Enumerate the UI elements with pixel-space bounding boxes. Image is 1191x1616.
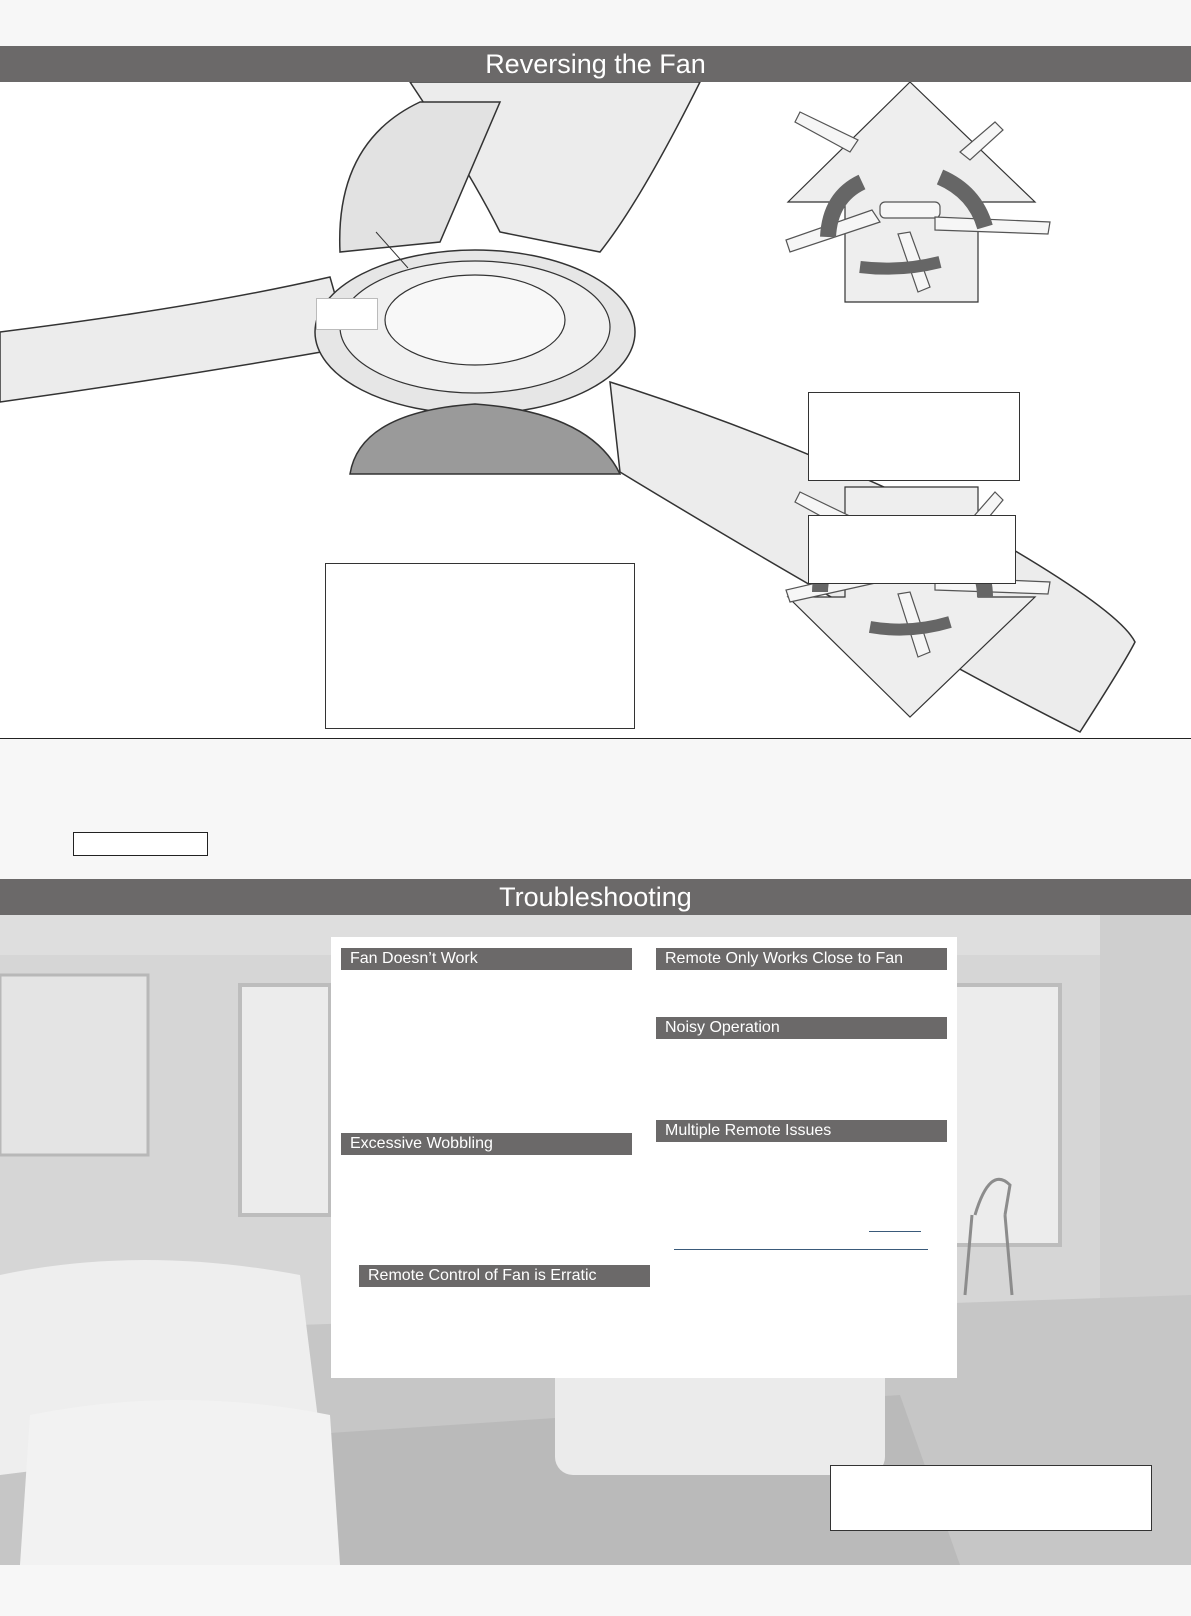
note-label-box bbox=[73, 832, 208, 856]
clockwise-callout-box bbox=[808, 515, 1016, 584]
remote-close-heading: Remote Only Works Close to Fan bbox=[656, 948, 947, 970]
bottom-info-box bbox=[830, 1465, 1152, 1531]
fan-reversing-illustration bbox=[0, 82, 1191, 739]
remote-erratic-heading: Remote Control of Fan is Erratic bbox=[359, 1265, 650, 1287]
troubleshooting-section-title: Troubleshooting bbox=[0, 879, 1191, 915]
reverse-switch-callout-box bbox=[325, 563, 635, 729]
excessive-wobbling-heading: Excessive Wobbling bbox=[341, 1133, 632, 1155]
part-label-box bbox=[316, 298, 378, 330]
troubleshooting-panel bbox=[331, 937, 957, 1378]
link-underline[interactable] bbox=[674, 1249, 928, 1250]
noisy-operation-heading: Noisy Operation bbox=[656, 1017, 947, 1039]
counterclockwise-callout-box bbox=[808, 392, 1020, 481]
reversing-section-title: Reversing the Fan bbox=[0, 46, 1191, 82]
multiple-remote-heading: Multiple Remote Issues bbox=[656, 1120, 947, 1142]
fan-doesnt-work-heading: Fan Doesn’t Work bbox=[341, 948, 632, 970]
link-underline[interactable] bbox=[869, 1231, 921, 1232]
